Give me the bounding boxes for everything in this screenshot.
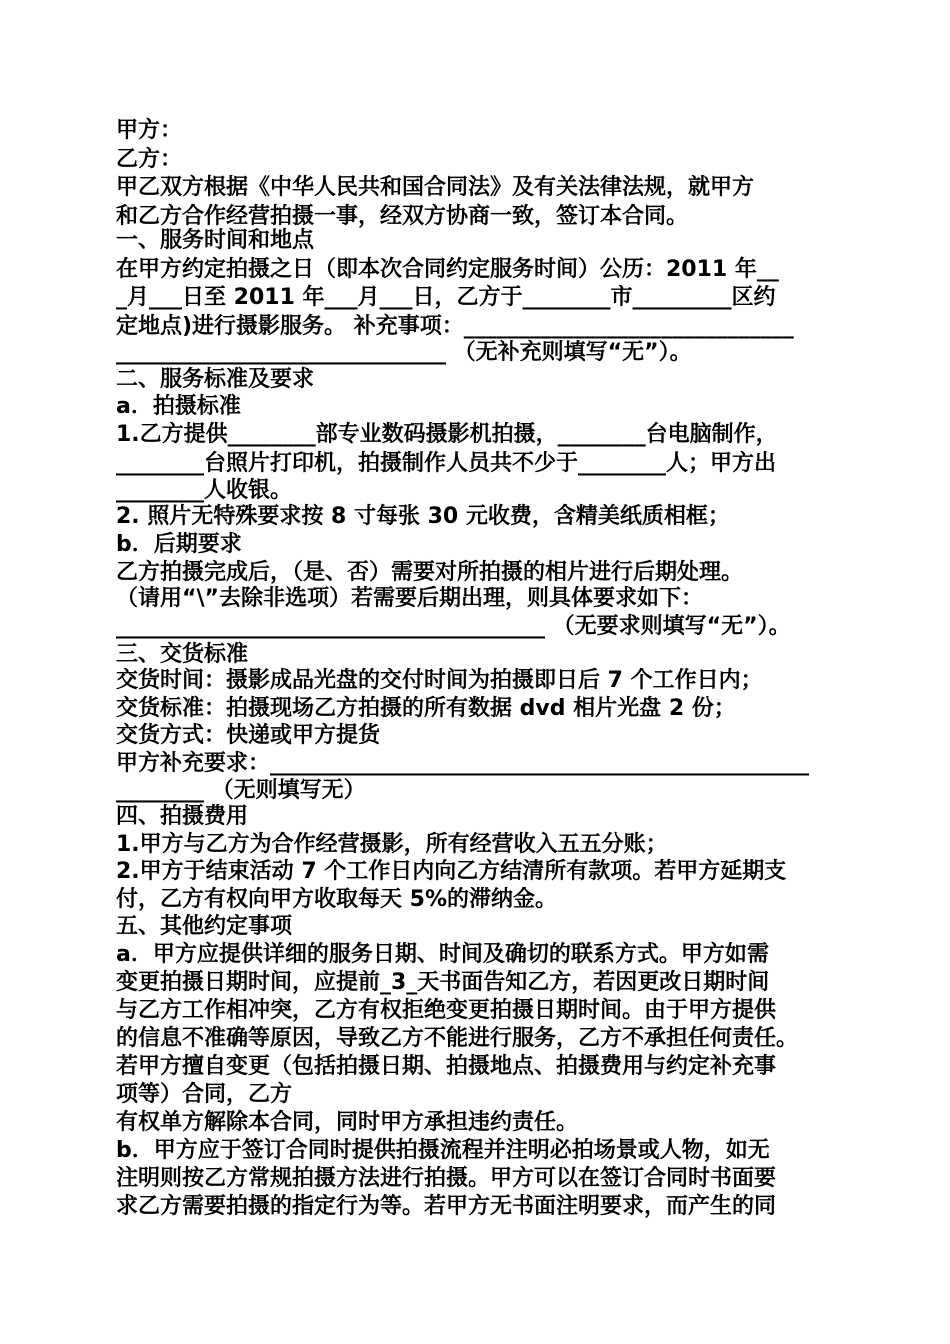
supplement-line-1: 甲方补充要求：_________________________________________________ [116, 751, 810, 776]
standard-line-4: 2. 照片无特殊要求按 8 寸每张 30 元收费，含精美纸质相框； [116, 504, 730, 529]
section-heading-4: 四、拍摄费用 [116, 804, 249, 829]
other-a-line-7: 有权单方解除本合同，同时甲方承担违约责任。 [116, 1110, 579, 1135]
post-line-2: （请用“\”去除非选项）若需要后期出理，则具体要求如下： [116, 586, 703, 611]
fee-line-1: 1.甲方与乙方为合作经营摄影，所有经营收入五五分账； [116, 832, 668, 857]
fee-line-2: 2.甲方于结束活动 7 个工作日内向乙方结清所有款项。若甲方延期支 [116, 859, 787, 884]
intro-line-2: 和乙方合作经营拍摄一事，经双方协商一致，签订本合同。 [116, 204, 689, 229]
other-b-line-3: 求乙方需要拍摄的指定行为等。若甲方无书面注明要求，而产生的同 [116, 1194, 777, 1219]
standard-line-2: ________台照片打印机，拍摄制作人员共不少于________人；甲方出 [116, 451, 777, 476]
delivery-time-line: 交货时间：摄影成品光盘的交付时间为拍摄即日后 7 个工作日内； [116, 668, 763, 693]
service-time-line-3: 定地点)进行摄影服务。 补充事项：______________________________ [116, 314, 794, 339]
supplement-line-2: ________ （无则填写无） [116, 778, 366, 803]
other-a-line-5: 若甲方擅自变更（包括拍摄日期、拍摄地点、拍摄费用与约定补充事 [116, 1054, 777, 1079]
standard-line-3: ________人收银。 [116, 478, 293, 503]
post-line-1: 乙方拍摄完成后，（是、否）需要对所拍摄的相片进行后期处理。 [116, 560, 744, 585]
other-b-line-2: 注明则按乙方常规拍摄方法进行拍摄。甲方可以在签订合同时书面要 [116, 1166, 777, 1191]
party-b-line: 乙方： [116, 147, 183, 172]
other-a-line-2: 变更拍摄日期时间，应提前_3_天书面告知乙方，若因更改日期时间 [116, 970, 770, 995]
party-a-line: 甲方： [116, 118, 183, 143]
service-time-line-2: _月___日至 2011 年___月___日，乙方于________市_________区约 [116, 285, 776, 310]
delivery-method-line: 交货方式：快递或甲方提货 [116, 723, 381, 748]
other-b-line-1: b．甲方应于签订合同时提供拍摄流程并注明必拍场景或人物，如无 [116, 1138, 770, 1163]
other-a-line-1: a．甲方应提供详细的服务日期、时间及确切的联系方式。甲方如需 [116, 942, 769, 967]
section-heading-2: 二、服务标准及要求 [116, 367, 315, 392]
other-a-line-3: 与乙方工作相冲突，乙方有权拒绝变更拍摄日期时间。由于甲方提供 [116, 998, 777, 1023]
post-line-3: _______________________________________ （无要求则填写“无”）。 [116, 614, 791, 639]
subheading-b: b．后期要求 [116, 532, 242, 557]
section-heading-3: 三、交货标准 [116, 642, 249, 667]
service-time-line-4: ______________________________ （无补充则填写“无”）。 [116, 340, 692, 365]
other-a-line-6: 项等）合同，乙方 [116, 1082, 293, 1107]
standard-line-1: 1.乙方提供________部专业数码摄影机拍摄，________台电脑制作， [116, 422, 778, 447]
section-heading-5: 五、其他约定事项 [116, 914, 293, 939]
delivery-standard-line: 交货标准：拍摄现场乙方拍摄的所有数据 dvd 相片光盘 2 份； [116, 696, 736, 721]
service-time-line-1: 在甲方约定拍摄之日（即本次合同约定服务时间）公历：2011 年__ [116, 257, 779, 282]
fee-line-3: 付，乙方有权向甲方收取每天 5%的滞纳金。 [116, 887, 558, 912]
section-heading-1: 一、服务时间和地点 [116, 228, 315, 253]
other-a-line-4: 的信息不准确等原因，导致乙方不能进行服务，乙方不承担任何责任。 [116, 1026, 799, 1051]
intro-line-1: 甲乙双方根据《中华人民共和国合同法》及有关法律法规，就甲方 [116, 175, 755, 200]
subheading-a: a．拍摄标准 [116, 394, 241, 419]
